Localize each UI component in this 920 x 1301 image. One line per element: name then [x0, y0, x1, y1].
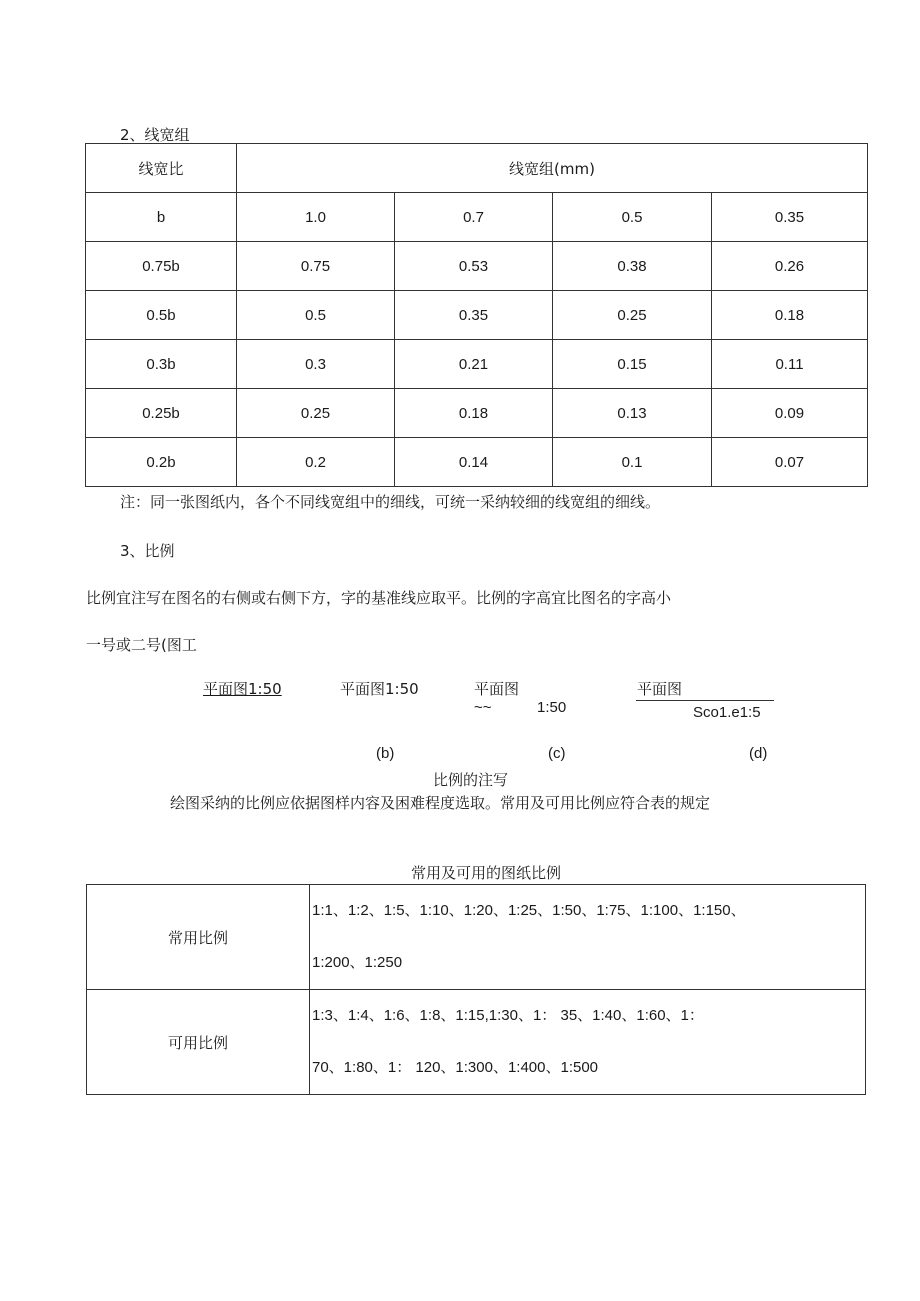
cell: 0.35: [395, 291, 553, 340]
cell: 0.09: [712, 389, 868, 438]
table-header-row: [86, 144, 868, 193]
example-c-title: 平面图: [474, 680, 520, 698]
cell: 0.13: [553, 389, 712, 438]
common-scale-line1: 1:1、1:2、1:5、1:10、1:20、1:25、1:50、1:75、1:100、1:150、: [312, 902, 746, 919]
cell: 0.53: [395, 242, 553, 291]
cell: 0.21: [395, 340, 553, 389]
cell: 0.14: [395, 438, 553, 487]
cell: 0.3: [237, 340, 395, 389]
scale-paragraph-line2: 一号或二号(图工: [86, 636, 197, 654]
label-b: (b): [376, 745, 395, 762]
example-c-tilde: ~~: [474, 699, 492, 716]
example-c-scale: 1:50: [537, 699, 567, 716]
scale-table: [86, 884, 866, 1095]
cell: 0.38: [553, 242, 712, 291]
cell: 0.15: [553, 340, 712, 389]
label-c: (c): [548, 745, 566, 762]
cell: 0.26: [712, 242, 868, 291]
optional-scale-line2: 70、1:80、1： 120、1:300、1:400、1:500: [312, 1059, 599, 1076]
example-d-scale: Sco1.e1:5: [693, 704, 761, 721]
row-ratio: 0.5b: [86, 291, 237, 340]
cell: 0.2: [237, 438, 395, 487]
cell: 0.07: [712, 438, 868, 487]
optional-scale-values: [310, 990, 866, 1095]
section-3-heading: 3、比例: [120, 542, 175, 560]
scale-table-title: 常用及可用的图纸比例: [411, 864, 562, 882]
row-ratio: b: [86, 193, 237, 242]
section-2-heading: 2、线宽组: [120, 126, 190, 144]
header-group: 线宽组(mm): [237, 144, 868, 193]
example-caption: 比例的注写: [433, 771, 509, 789]
optional-scale-label: 可用比例: [87, 990, 310, 1095]
row-ratio: 0.2b: [86, 438, 237, 487]
common-scale-line2: 1:200、1:250: [312, 954, 403, 971]
cell: 0.18: [712, 291, 868, 340]
header-ratio: 线宽比: [86, 144, 237, 193]
table-row: [86, 291, 868, 340]
table-row: [87, 990, 866, 1095]
cell: 0.25: [553, 291, 712, 340]
table-row: [87, 885, 866, 990]
cell: 0.18: [395, 389, 553, 438]
cell: 0.1: [553, 438, 712, 487]
row-ratio: 0.75b: [86, 242, 237, 291]
table-row: [86, 193, 868, 242]
scale-selection-text: 绘图采纳的比例应依据图样内容及困难程度选取。常用及可用比例应符合表的规定: [170, 794, 711, 812]
example-b-title: 平面图1:50: [340, 680, 419, 698]
cell: 0.7: [395, 193, 553, 242]
table-row: [86, 438, 868, 487]
row-ratio: 0.25b: [86, 389, 237, 438]
example-d-title: 平面图: [637, 680, 683, 698]
example-a-title: 平面图1:50: [203, 680, 282, 698]
common-scale-label: 常用比例: [87, 885, 310, 990]
table-row: [86, 242, 868, 291]
example-d-rule: [636, 700, 774, 701]
line-width-table: [85, 143, 868, 487]
table-row: [86, 340, 868, 389]
scale-paragraph-line1: 比例宜注写在图名的右侧或右侧下方，字的基准线应取平。比例的字高宜比图名的字高小: [86, 589, 672, 607]
cell: 1.0: [237, 193, 395, 242]
cell: 0.35: [712, 193, 868, 242]
cell: 0.75: [237, 242, 395, 291]
common-scale-values: [310, 885, 866, 990]
label-d: (d): [749, 745, 768, 762]
row-ratio: 0.3b: [86, 340, 237, 389]
optional-scale-line1: 1:3、1:4、1:6、1:8、1:15,1:30、1： 35、1:40、1:60、1：: [312, 1007, 704, 1024]
cell: 0.25: [237, 389, 395, 438]
cell: 0.11: [712, 340, 868, 389]
table-note: 注：同一张图纸内，各个不同线宽组中的细线，可统一采纳较细的线宽组的细线。: [120, 493, 661, 511]
cell: 0.5: [237, 291, 395, 340]
table-row: [86, 389, 868, 438]
cell: 0.5: [553, 193, 712, 242]
